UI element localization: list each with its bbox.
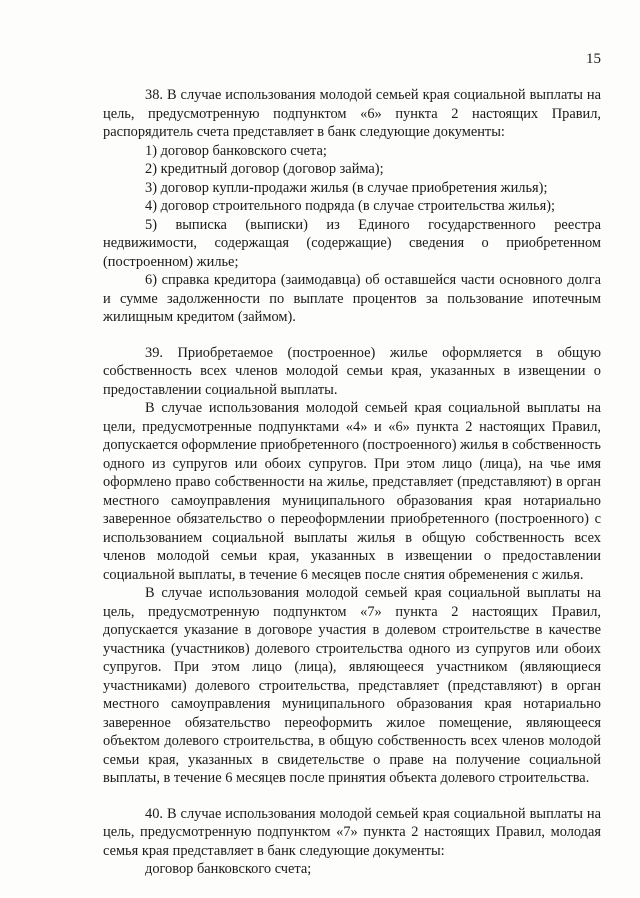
paragraph-40-intro: 40. В случае использования молодой семьей края социальной выплаты на цель, предусмотренную подпунктом «7» пункта 2 настоящих Правил, молодая семья края представляет в банк следующие документы: — [103, 805, 601, 859]
scan-artifact-mark — [262, 844, 290, 858]
section-38 — [103, 86, 601, 327]
paragraph-39-second: В случае использования молодой семьей края социальной выплаты на цели, предусмотренные подпунктами «4» и «6» пункта 2 настоящих Правил, допускается оформление приобретенного (построенного) жилья в собственность одного из супругов или обоих супругов. При этом лицо (лица), на чье имя оформлено право собственности на жилье, представляет (представляют) в орган местного самоуправления муниципального образования края нотариально заверенное обязательство о переоформлении приобретенного (построенного) с использованием социальной выплаты жилья в общую собственность всех членов молодой семьи края, указанных в извещении о предоставлении социальной выплаты, в течение 6 месяцев после снятия обременения с жилья. — [103, 400, 601, 583]
section-gap — [103, 327, 601, 344]
paragraph-38-intro: 38. В случае использования молодой семьей края социальной выплаты на цель, предусмотренную подпунктом «6» пункта 2 настоящих Правил, распорядитель счета представляет в банк следующие документы: — [103, 87, 601, 140]
section-39 — [103, 344, 601, 788]
list-item-38-5: 5) выписка (выписки) из Единого государственного реестра недвижимости, содержащая (содержащие) сведения о приобретенном (построенном) жилье; — [103, 216, 601, 270]
list-item-38-3: 3) договор купли-продажи жилья (в случае приобретения жилья); — [145, 179, 548, 196]
document-body — [103, 86, 601, 879]
list-item-38-2: 2) кредитный договор (договор займа); — [145, 161, 384, 177]
paragraph-39-intro: 39. Приобретаемое (построенное) жилье оформляется в общую собственность всех членов молодой семьи края, указанных в извещении о предоставлении социальной выплаты. — [103, 344, 601, 398]
paragraph-39-third: В случае использования молодой семьей края социальной выплаты на цель, предусмотренную подпунктом «7» пункта 2 настоящих Правил, допускается указание в договоре участия в долевом строительстве в качестве участника (участников) долевого строительства одного из супругов или обоих супругов. При этом лицо (лица), являющееся участником (являющиеся участниками) долевого строительства, представляет (представляют) в орган местного самоуправления муниципального образования края нотариально заверенное обязательство переоформить жилое помещение, являющееся объектом долевого строительства, в общую собственность всех членов молодой семьи края, указанных в свидетельстве о праве на получение социальной выплаты, в течение 6 месяцев после принятия объекта долевого строительства. — [103, 585, 601, 786]
list-item-40-1: договор банковского счета; — [145, 861, 312, 877]
section-40 — [103, 805, 601, 879]
list-item-38-6: 6) справка кредитора (заимодавца) об оставшейся части основного долга и сумме задолженности по выплате процентов за пользование ипотечным жилищным кредитом (займом). — [103, 272, 601, 325]
list-item-38-1: 1) договор банковского счета; — [145, 142, 327, 159]
list-item-38-4: 4) договор строительного подряда (в случае строительства жилья); — [145, 198, 556, 214]
page-number: 15 — [586, 51, 601, 67]
section-gap — [103, 788, 601, 805]
